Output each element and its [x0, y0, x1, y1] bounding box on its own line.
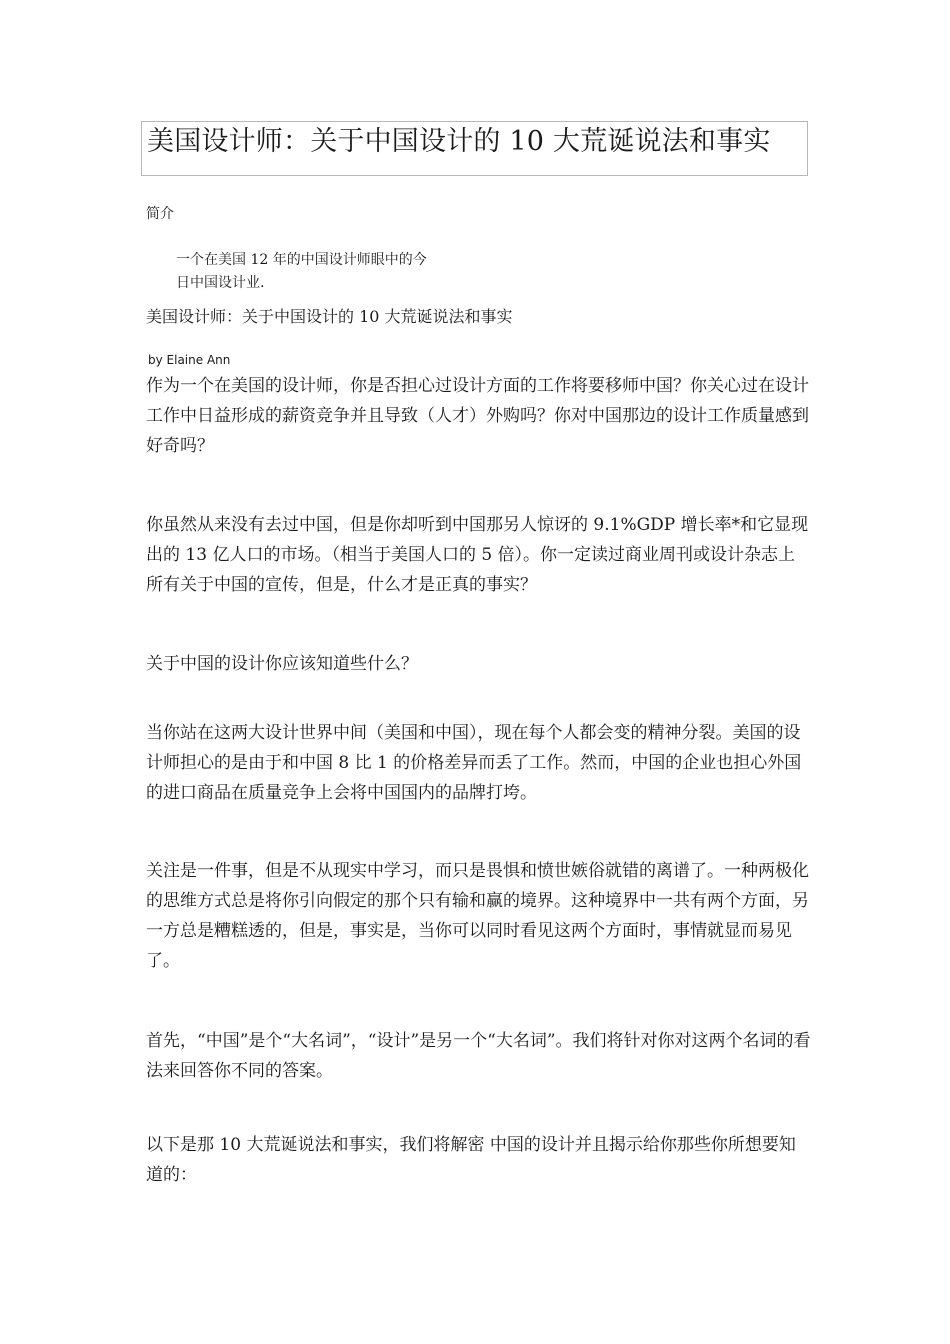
intro-description: 一个在美国 12 年的中国设计师眼中的今日中国设计业.	[176, 252, 427, 291]
author-byline: by Elaine Ann	[148, 353, 231, 367]
paragraph-4: 当你站在这两大设计世界中间（美国和中国），现在每个人都会变的精神分裂。美国的设计师担心的是由于和中国 8 比 1 的价格差异而丢了工作。然而，中国的企业也担心外国的进口商品在质量竞争上会将中国国内的品牌打垮。	[146, 723, 802, 803]
paragraph-7: 以下是那 10 大荒诞说法和事实，我们将解密 中国的设计并且揭示给你那些你所想要知道的：	[146, 1135, 796, 1185]
paragraph-5: 关注是一件事，但是不从现实中学习，而只是畏惧和愤世嫉俗就错的离谱了。一种两极化的思维方式总是将你引向假定的那个只有输和赢的境界。这种境界中一共有两个方面，另一方总是糟糕透的，但是，事实是，当你可以同时看见这两个方面时，事情就显而易见了。	[146, 861, 809, 971]
article-subtitle: 美国设计师：关于中国设计的 10 大荒诞说法和事实	[146, 307, 513, 326]
intro-label: 简介	[146, 206, 174, 222]
paragraph-1: 作为一个在美国的设计师，你是否担心过设计方面的工作将要移师中国？你关心过在设计工作中日益形成的薪资竞争并且导致（人才）外购吗？你对中国那边的设计工作质量感到好奇吗？	[146, 376, 809, 456]
paragraph-2: 你虽然从来没有去过中国，但是你却听到中国那另人惊讶的 9.1%GDP 增长率*和它显现出的 13 亿人口的市场。（相当于美国人口的 5 倍）。你一定读过商业周刊或设计杂志上所有关于中国的宣传，但是，什么才是正真的事实？	[146, 515, 809, 595]
paragraph-6: 首先，“中国”是个“大名词”，“设计”是另一个“大名词”。我们将针对你对这两个名词的看法来回答你不同的答案。	[146, 1031, 811, 1081]
title-box	[141, 121, 808, 176]
page-title: 美国设计师：关于中国设计的 10 大荒诞说法和事实	[147, 126, 771, 157]
paragraph-3: 关于中国的设计你应该知道些什么？	[146, 654, 418, 674]
